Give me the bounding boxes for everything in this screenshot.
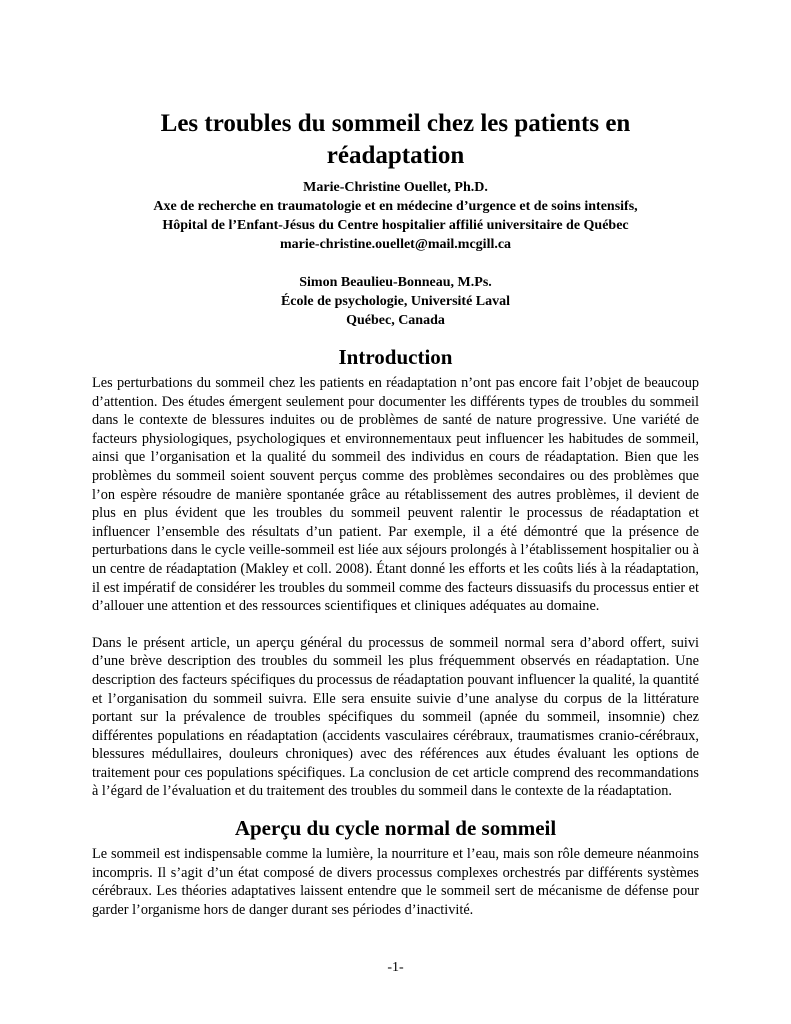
body-paragraph: Le sommeil est indispensable comme la lumière, la nourriture et l’eau, mais son rôle demeure néanmoins incompris. Il s’agit d’un état composé de divers processus complexes orchestrés par différents systèmes cérébraux. Les théories adaptatives laissent entendre que le sommeil sert de mécanisme de défense pour garder l’organisme hors de danger durant ses périodes d’inactivité.	[92, 846, 699, 918]
author-email: marie-christine.ouellet@mail.mcgill.ca	[279, 237, 512, 252]
section-heading-introduction: Introduction	[338, 345, 453, 369]
author-block-2	[92, 273, 699, 330]
author-affiliation: Hôpital de l’Enfant-Jésus du Centre hospitalier affilié universitaire de Québec	[162, 218, 629, 233]
page-number: -1-	[387, 960, 404, 975]
author-name: Marie-Christine Ouellet, Ph.D.	[303, 180, 488, 195]
author-affiliation: Axe de recherche en traumatologie et en médecine d’urgence et de soins intensifs,	[153, 199, 638, 214]
author-affiliation: École de psychologie, Université Laval	[280, 294, 511, 309]
body-paragraph: Les perturbations du sommeil chez les patients en réadaptation n’ont pas encore fait l’objet de beaucoup d’attention. Des études émergent seulement pour documenter les différents types de troubles du sommeil dans le contexte de blessures induites ou de problèmes de santé de nature progressive. Une variété de facteurs physiologiques, psychologiques et environnementaux peut influencer les habitudes de sommeil, ainsi que l’organisation et la qualité du sommeil des individus en cours de réadaptation. Bien que les problèmes du sommeil soient souvent perçus comme des problèmes secondaires ou des problèmes que l’on espère résoudre de manière spontanée grâce au rétablissement des autres problèmes, il devient de plus en plus évident que les troubles du sommeil peuvent ralentir le processus de réadaptation et influencer l’ensemble des résultats d’un patient. Par exemple, il a été démontré que la présence de perturbations dans le cycle veille-sommeil est liée aux séjours prolongés à l’établissement hospitalier ou à un centre de réadaptation (Makley et coll. 2008). Étant donné les efforts et les coûts liés à la réadaptation, il est impératif de considérer les troubles du sommeil comme des facteurs dissuasifs du processus entier et d’allouer une attention et des ressources scientifiques et cliniques adéquates au domaine.	[92, 375, 699, 615]
author-affiliation: Québec, Canada	[346, 313, 445, 328]
author-block-1	[92, 178, 699, 254]
author-name: Simon Beaulieu-Bonneau, M.Ps.	[299, 275, 492, 290]
section-heading-sleep-cycle: Aperçu du cycle normal de sommeil	[234, 816, 557, 841]
document-title: Les troubles du sommeil chez les patients en réadaptation	[160, 110, 631, 169]
body-paragraph: Dans le présent article, un aperçu général du processus de sommeil normal sera d’abord offert, suivi d’une brève description des troubles du sommeil les plus fréquemment observés en réadaptation. Une description des facteurs spécifiques du processus de réadaptation pouvant influencer la qualité, la quantité et l’organisation du sommeil suivra. Elle sera ensuite suivie d’une analyse du corpus de la littérature portant sur la prévalence de troubles spécifiques du sommeil (apnée du sommeil, insomnie) chez différentes populations en réadaptation (accidents vasculaires cérébraux, traumatismes cranio-cérébraux, blessures médullaires, douleurs chroniques) avec des références aux études évaluant les options de traitement pour ces populations spécifiques. La conclusion de cet article comprend des recommandations à l’égard de l’évaluation et du traitement des troubles du sommeil dans le contexte de la réadaptation.	[92, 634, 699, 800]
